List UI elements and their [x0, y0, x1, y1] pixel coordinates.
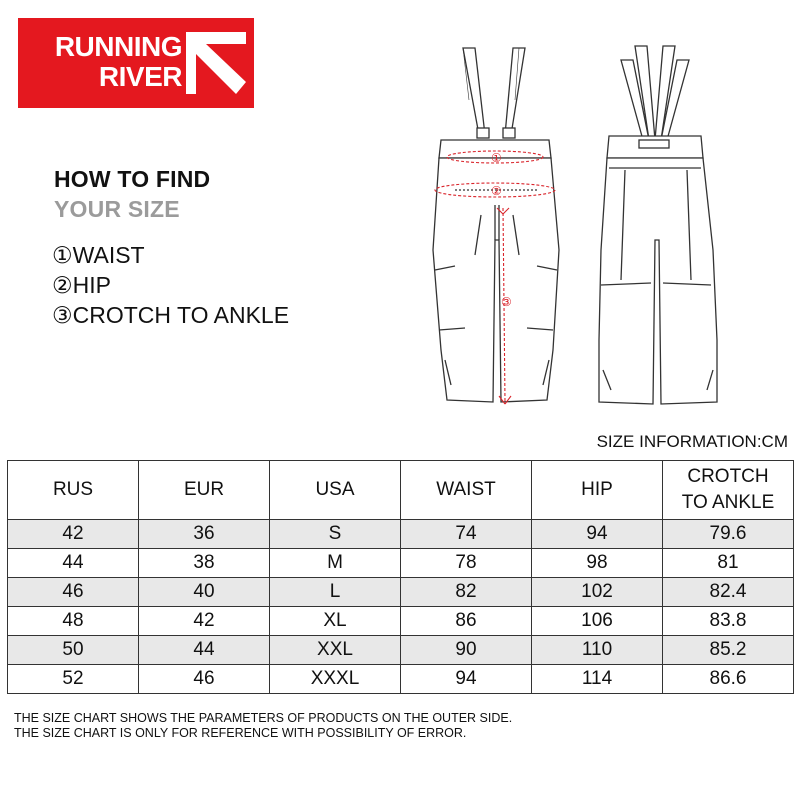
- table-row: [8, 636, 794, 665]
- table-cell: L: [270, 578, 401, 607]
- table-cell: XXL: [270, 636, 401, 665]
- how-to-heading: [54, 164, 210, 224]
- table-cell: 86.6: [663, 665, 794, 694]
- table-cell: 81: [663, 549, 794, 578]
- table-cell: 98: [532, 549, 663, 578]
- note-reference: THE SIZE CHART IS ONLY FOR REFERENCE WITH POSSIBILITY OF ERROR.: [14, 726, 467, 740]
- table-cell: 44: [139, 636, 270, 665]
- table-cell: 44: [8, 549, 139, 578]
- header-rus: RUS: [8, 461, 139, 520]
- how-to-title: HOW TO FIND: [54, 166, 211, 192]
- table-row: [8, 578, 794, 607]
- table-cell: 110: [532, 636, 663, 665]
- table-cell: 85.2: [663, 636, 794, 665]
- brand-logo: [18, 18, 254, 108]
- table-row: [8, 549, 794, 578]
- table-cell: XXXL: [270, 665, 401, 694]
- table-cell: 48: [8, 607, 139, 636]
- how-to-subtitle: YOUR SIZE: [54, 196, 180, 222]
- header-hip: HIP: [532, 461, 663, 520]
- table-row: [8, 520, 794, 549]
- table-cell: 42: [139, 607, 270, 636]
- table-cell: 46: [139, 665, 270, 694]
- step-crotch-to-ankle: ③CROTCH TO ANKLE: [52, 302, 290, 328]
- header-eur: EUR: [139, 461, 270, 520]
- header-crotch-to-ankle: CROTCH TO ANKLE: [663, 461, 794, 520]
- table-row: [8, 665, 794, 694]
- table-cell: 40: [139, 578, 270, 607]
- table-cell: 74: [401, 520, 532, 549]
- brand-name: [32, 32, 182, 92]
- table-cell: 78: [401, 549, 532, 578]
- table-cell: 106: [532, 607, 663, 636]
- marker-2: ②: [491, 184, 502, 198]
- table-cell: 114: [532, 665, 663, 694]
- table-cell: 46: [8, 578, 139, 607]
- table-cell: XL: [270, 607, 401, 636]
- table-cell: 36: [139, 520, 270, 549]
- marker-3: ③: [501, 295, 512, 309]
- step-waist: ①WAIST: [52, 242, 145, 268]
- table-cell: 94: [532, 520, 663, 549]
- table-row: [8, 607, 794, 636]
- size-information-label: SIZE INFORMATION:CM: [596, 432, 788, 451]
- table-cell: 50: [8, 636, 139, 665]
- table-cell: 82.4: [663, 578, 794, 607]
- measurement-steps: [52, 240, 289, 330]
- table-cell: 94: [401, 665, 532, 694]
- pants-illustration: [425, 40, 725, 420]
- table-header-row: [8, 461, 794, 520]
- table-cell: 82: [401, 578, 532, 607]
- table-cell: 52: [8, 665, 139, 694]
- table-cell: 86: [401, 607, 532, 636]
- table-cell: 83.8: [663, 607, 794, 636]
- size-table: [7, 460, 794, 694]
- header-usa: USA: [270, 461, 401, 520]
- table-cell: 79.6: [663, 520, 794, 549]
- pants-front-view: [433, 48, 559, 402]
- logo-arrow-icon: [186, 32, 246, 94]
- table-cell: 90: [401, 636, 532, 665]
- table-cell: 42: [8, 520, 139, 549]
- header-waist: WAIST: [401, 461, 532, 520]
- note-outer-side: THE SIZE CHART SHOWS THE PARAMETERS OF PRODUCTS ON THE OUTER SIDE.: [14, 711, 513, 725]
- table-cell: 102: [532, 578, 663, 607]
- pants-back-view: [599, 46, 717, 404]
- brand-line-2: RIVER: [98, 61, 182, 92]
- size-chart-notes: [14, 711, 512, 741]
- marker-1: ①: [491, 151, 502, 165]
- table-cell: 38: [139, 549, 270, 578]
- step-hip: ②HIP: [52, 272, 111, 298]
- brand-line-1: RUNNING: [54, 31, 182, 62]
- table-cell: M: [270, 549, 401, 578]
- table-cell: S: [270, 520, 401, 549]
